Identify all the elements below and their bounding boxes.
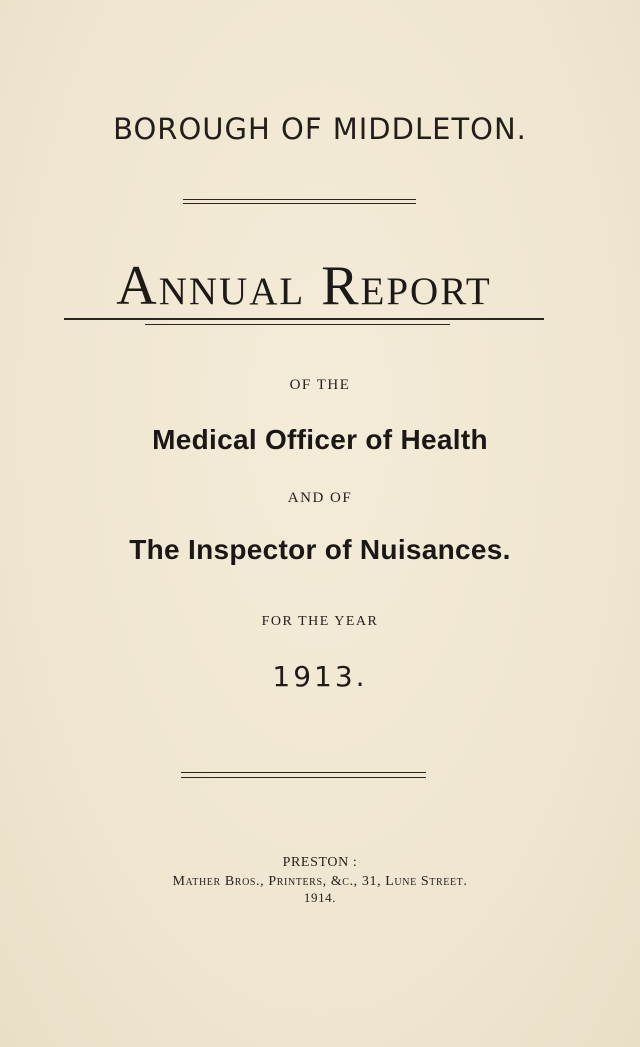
for-the-year-label: FOR THE YEAR <box>261 614 379 629</box>
upper-double-rule-top <box>183 199 416 200</box>
title-underline-thick <box>64 318 544 320</box>
and-of-label: AND OF <box>287 490 353 506</box>
borough-heading: BOROUGH OF MIDDLETON. <box>113 112 527 146</box>
upper-double-rule-bottom <box>183 203 416 204</box>
inspector-heading: The Inspector of Nuisances. <box>129 534 511 565</box>
imprint-city: PRESTON : <box>282 855 358 870</box>
lower-double-rule-bottom <box>181 777 426 778</box>
of-the-label: OF THE <box>289 377 351 393</box>
imprint-printer: Mather Bros., Printers, &c., 31, Lune Street. <box>172 874 468 889</box>
report-title: Annual Report <box>116 255 492 317</box>
medical-officer-heading: Medical Officer of Health <box>152 424 488 455</box>
report-year: 1913. <box>272 660 368 693</box>
title-underline-thin <box>145 324 450 325</box>
lower-double-rule-top <box>181 772 426 773</box>
imprint-year: 1914. <box>303 890 337 905</box>
